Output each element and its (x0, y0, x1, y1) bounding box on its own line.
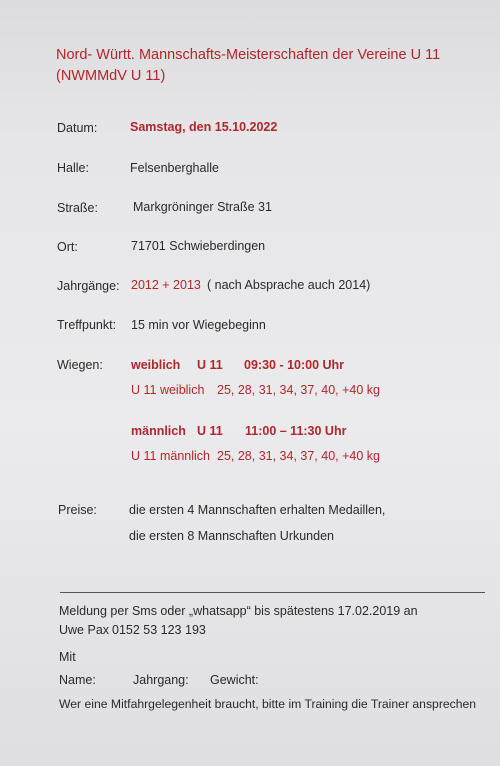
jahrgaenge-note: ( nach Absprache auch 2014) (207, 278, 371, 292)
wiegen-maennlich-gender: männlich (131, 424, 186, 438)
maennlich-classes-label: U 11 männlich (131, 449, 210, 463)
datum-label: Datum: (57, 121, 98, 135)
gewicht-label: Gewicht: (210, 673, 259, 687)
document-subtitle: (NWMMdV U 11) (56, 68, 166, 84)
contact-phone: 0152 53 123 193 (112, 623, 206, 637)
wiegen-maennlich-time: 11:00 – 11:30 Uhr (245, 424, 347, 438)
footer-note: Wer eine Mitfahrgelegenheit braucht, bitte im Training die Trainer ansprechen (59, 697, 477, 711)
separator-line (60, 592, 485, 593)
wiegen-weiblich-gender: weiblich (131, 358, 181, 372)
weiblich-weights: 25, 28, 31, 34, 37, 40, +40 kg (217, 383, 380, 397)
treffpunkt-value: 15 min vor Wiegebeginn (131, 318, 266, 332)
halle-label: Halle: (57, 161, 89, 175)
halle-value: Felsenberghalle (130, 161, 219, 175)
contact-name: Uwe Pax (59, 623, 110, 637)
treffpunkt-label: Treffpunkt: (57, 318, 117, 332)
wiegen-weiblich-class: U 11 (197, 358, 223, 372)
wiegen-weiblich-time: 09:30 - 10:00 Uhr (244, 358, 345, 372)
strasse-label: Straße: (57, 201, 98, 215)
wiegen-maennlich-class: U 11 (197, 424, 223, 438)
mit-label: Mit (59, 650, 76, 664)
weiblich-classes-label: U 11 weiblich (131, 383, 205, 397)
wiegen-label: Wiegen: (57, 358, 103, 372)
preise-line2: die ersten 8 Mannschaften Urkunden (129, 529, 334, 543)
ort-label: Ort: (57, 240, 78, 254)
preise-label: Preise: (58, 503, 97, 517)
name-label: Name: (59, 673, 96, 687)
document-title: Nord- Württ. Mannschafts-Meisterschaften der Vereine U 11 (56, 47, 441, 63)
jahrgaenge-label: Jahrgänge: (57, 279, 120, 293)
strasse-value: Markgröninger Straße 31 (133, 200, 272, 214)
jahrgaenge-value: 2012 + 2013 (131, 278, 201, 292)
jahrgang-label: Jahrgang: (133, 673, 189, 687)
ort-value: 71701 Schwieberdingen (131, 239, 266, 253)
datum-value: Samstag, den 15.10.2022 (130, 120, 278, 134)
meldung-line: Meldung per Sms oder „whatsapp“ bis spätestens 17.02.2019 an (59, 604, 418, 618)
maennlich-weights: 25, 28, 31, 34, 37, 40, +40 kg (217, 449, 380, 463)
preise-line1: die ersten 4 Mannschaften erhalten Medaillen, (129, 503, 386, 517)
